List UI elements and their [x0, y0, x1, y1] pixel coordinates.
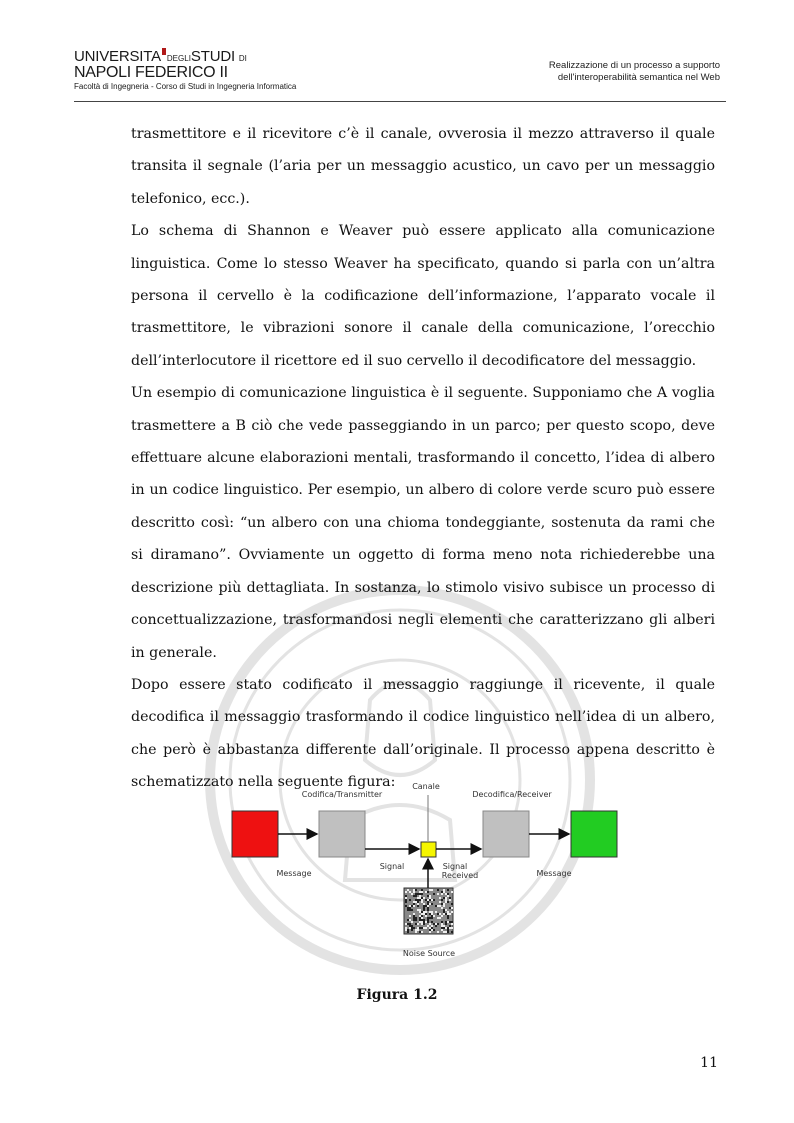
noise-pixel: [451, 923, 453, 925]
noise-pixel: [415, 923, 417, 925]
body-text: [131, 118, 715, 799]
noise-pixel: [427, 895, 429, 897]
noise-pixel: [419, 931, 421, 933]
noise-pixel: [437, 913, 439, 915]
noise-pixel: [421, 915, 423, 917]
noise-pixel: [409, 927, 411, 929]
noise-pixel: [447, 917, 449, 919]
noise-pixel: [409, 905, 411, 907]
noise-pixel: [407, 909, 409, 911]
communication-diagram: [224, 775, 634, 967]
noise-pixel: [423, 913, 425, 915]
noise-pixel: [405, 897, 407, 899]
noise-pixel: [427, 919, 429, 921]
noise-pixel: [417, 901, 419, 903]
header-rule: [74, 101, 726, 102]
noise-pixel: [423, 909, 425, 911]
noise-pixel: [419, 895, 421, 897]
noise-pixel: [447, 889, 449, 891]
noise-pixel: [447, 895, 449, 897]
noise-pixel: [427, 905, 429, 907]
noise-pixel: [411, 921, 413, 923]
noise-pixel: [445, 897, 447, 899]
noise-pixel: [451, 931, 453, 933]
label-signal-received-1: Signal: [442, 862, 468, 871]
noise-pixel: [435, 925, 437, 927]
label-codifica: Codifica/Transmitter: [301, 790, 383, 799]
noise-pixel: [431, 921, 433, 923]
noise-pixel: [447, 893, 449, 895]
noise-pixel: [449, 907, 451, 909]
noise-pixel: [427, 925, 429, 927]
noise-pixel: [431, 889, 433, 891]
noise-pixel: [421, 927, 423, 929]
noise-pixel: [411, 929, 413, 931]
noise-pixel: [431, 903, 433, 905]
noise-pixel: [419, 919, 421, 921]
noise-pixel: [415, 917, 417, 919]
noise-pixel: [405, 901, 407, 903]
noise-pixel: [433, 899, 435, 901]
noise-pixel: [427, 917, 429, 919]
noise-pixel: [437, 917, 439, 919]
noise-pixel: [443, 891, 445, 893]
noise-pixel: [409, 919, 411, 921]
noise-pixel: [443, 903, 445, 905]
paragraph: Un esempio di comunicazione linguistica è il seguente. Supponiamo che A voglia trasmettere a B ciò che vede passeggiando in un parco; per questo scopo, deve effettuare alcune elaborazioni mentali, trasformando il concetto, l’idea di albero in un codice linguistico. Per esempio, un albero di colore verde scuro può essere descritto così: “un albero con una chioma tondeggiante, sostenuta da rami che si diramano”. Ovviamente un oggetto di forma meno nota richiederebbe una descrizione più dettagliata. In sostanza, lo stimolo visivo subisce un processo di concettualizzazione, trasformandosi negli elementi che caratterizzano gli alberi in generale.: [131, 385, 715, 661]
noise-pixel: [447, 921, 449, 923]
noise-pixel: [441, 915, 443, 917]
noise-pixel: [415, 893, 417, 895]
logo-accent-mark: [162, 48, 166, 55]
noise-pixel: [407, 929, 409, 931]
noise-pixel: [409, 891, 411, 893]
noise-pixel: [429, 897, 431, 899]
noise-pixel: [433, 893, 435, 895]
noise-pixel: [451, 907, 453, 909]
page-header: [74, 46, 724, 102]
noise-pixel: [445, 921, 447, 923]
noise-pixel: [439, 913, 441, 915]
noise-pixel: [423, 911, 425, 913]
noise-pixel: [421, 919, 423, 921]
noise-pixel: [415, 895, 417, 897]
noise-pixel: [441, 893, 443, 895]
noise-pixel: [443, 925, 445, 927]
noise-pixel: [405, 923, 407, 925]
noise-pixel: [441, 907, 443, 909]
noise-pixel: [417, 897, 419, 899]
noise-pixel: [427, 901, 429, 903]
noise-pixel: [407, 931, 409, 933]
noise-pixel: [419, 915, 421, 917]
noise-pixel: [425, 899, 427, 901]
noise-pixel: [425, 927, 427, 929]
noise-pixel: [429, 929, 431, 931]
noise-pixel: [419, 917, 421, 919]
noise-pixel: [409, 923, 411, 925]
noise-pixel: [443, 913, 445, 915]
noise-pixel: [451, 911, 453, 913]
noise-pixel: [435, 923, 437, 925]
noise-pixel: [431, 929, 433, 931]
noise-pixel: [413, 905, 415, 907]
noise-pixel: [451, 891, 453, 893]
noise-pixel: [445, 893, 447, 895]
noise-pixel: [419, 891, 421, 893]
running-head-line-1: Realizzazione di un processo a supporto: [548, 60, 720, 71]
label-message-out: Message: [536, 869, 572, 878]
noise-pixel: [431, 899, 433, 901]
noise-pixel: [415, 919, 417, 921]
noise-pixel: [411, 905, 413, 907]
paragraph: Dopo essere stato codificato il messaggio raggiunge il ricevente, il quale decodifica il messaggio trasformando il codice linguistico nell’idea di un albero, che però è abbastanza differente dall’originale. Il processo appena descritto è schematizzato nella seguente figura:: [131, 676, 715, 791]
noise-pixel: [419, 909, 421, 911]
noise-pixel: [421, 891, 423, 893]
noise-pixel: [409, 925, 411, 927]
noise-pixel: [415, 931, 417, 933]
noise-pixel: [449, 925, 451, 927]
noise-pixel: [411, 909, 413, 911]
noise-pixel: [419, 927, 421, 929]
noise-pixel: [405, 895, 407, 897]
noise-pixel: [427, 899, 429, 901]
noise-pixel: [413, 917, 415, 919]
noise-pixel: [409, 907, 411, 909]
noise-pixel: [437, 923, 439, 925]
noise-pixel: [441, 927, 443, 929]
noise-pixel: [439, 905, 441, 907]
noise-pixel: [427, 909, 429, 911]
label-message-in: Message: [276, 869, 312, 878]
channel-box: [421, 842, 436, 857]
label-canale: Canale: [412, 782, 440, 791]
noise-pixel: [439, 917, 441, 919]
noise-pixel: [405, 899, 407, 901]
noise-pixel: [415, 899, 417, 901]
noise-pixel: [429, 917, 431, 919]
noise-pixel: [431, 911, 433, 913]
paragraph: trasmettitore e il ricevitore c’è il canale, ovverosia il mezzo attraverso il quale transita il segnale (l’aria per un messaggio acustico, un cavo per un messaggio telefonico, ecc.).: [131, 126, 715, 207]
destination-box: [571, 811, 617, 857]
receiver-box: [483, 811, 529, 857]
noise-pixel: [417, 923, 419, 925]
noise-pixel: [447, 901, 449, 903]
noise-pixel: [451, 927, 453, 929]
noise-pixel: [429, 913, 431, 915]
noise-pixel: [417, 929, 419, 931]
noise-pixel: [413, 889, 415, 891]
noise-pixel: [439, 901, 441, 903]
label-signal-received-2: Received: [441, 871, 479, 880]
noise-pixel: [415, 889, 417, 891]
noise-pixel: [421, 913, 423, 915]
noise-pixel: [405, 891, 407, 893]
noise-pixel: [417, 909, 419, 911]
noise-pixel: [431, 927, 433, 929]
noise-pixel: [427, 907, 429, 909]
noise-pixel: [443, 927, 445, 929]
noise-pixel: [411, 927, 413, 929]
noise-pixel: [425, 915, 427, 917]
noise-pixel: [421, 901, 423, 903]
noise-pixel: [433, 915, 435, 917]
noise-pixel: [417, 905, 419, 907]
noise-pixel: [409, 909, 411, 911]
noise-pixel: [437, 905, 439, 907]
noise-pixel: [427, 921, 429, 923]
noise-pixel: [437, 893, 439, 895]
noise-pixel: [445, 899, 447, 901]
noise-pixel: [433, 929, 435, 931]
noise-pixel: [409, 915, 411, 917]
noise-pixel: [443, 911, 445, 913]
noise-pixel: [429, 931, 431, 933]
noise-pixel: [407, 889, 409, 891]
noise-pixel: [413, 915, 415, 917]
noise-pixel: [407, 919, 409, 921]
noise-pixel: [437, 931, 439, 933]
noise-pixel: [429, 923, 431, 925]
noise-pixel: [423, 903, 425, 905]
noise-pixel: [441, 929, 443, 931]
logo-line-1: UNIVERSITA DEGLISTUDI DI: [74, 48, 247, 65]
noise-pixel: [435, 911, 437, 913]
noise-source-box: [404, 888, 453, 934]
noise-pixel: [443, 897, 445, 899]
noise-pixel: [447, 915, 449, 917]
noise-pixel: [443, 909, 445, 911]
noise-pixel: [449, 897, 451, 899]
university-logo: [74, 46, 374, 96]
noise-pixel: [441, 921, 443, 923]
transmitter-box: [319, 811, 365, 857]
noise-pixel: [449, 927, 451, 929]
noise-pixel: [413, 891, 415, 893]
noise-pixel: [429, 927, 431, 929]
noise-pixel: [417, 899, 419, 901]
noise-pixel: [417, 927, 419, 929]
noise-pixel: [449, 899, 451, 901]
noise-pixel: [413, 919, 415, 921]
noise-pixel: [447, 913, 449, 915]
noise-pixel: [425, 911, 427, 913]
figure-caption: Figura 1.2: [356, 987, 438, 1003]
noise-pixel: [421, 889, 423, 891]
noise-pixel: [431, 917, 433, 919]
noise-pixel: [441, 899, 443, 901]
information-source-box: [232, 811, 278, 857]
noise-pixel: [429, 889, 431, 891]
noise-pixel: [419, 921, 421, 923]
noise-pixel: [429, 903, 431, 905]
noise-pixel: [431, 925, 433, 927]
noise-pixel: [431, 913, 433, 915]
noise-pixel: [419, 911, 421, 913]
noise-pixel: [425, 891, 427, 893]
noise-pixel: [421, 899, 423, 901]
running-head-line-2: dell'interoperabilità semantica nel Web: [557, 72, 720, 83]
noise-pixel: [415, 929, 417, 931]
noise-pixel: [405, 905, 407, 907]
noise-pixel: [447, 927, 449, 929]
noise-pixel: [445, 901, 447, 903]
noise-pixel: [413, 903, 415, 905]
noise-pixel: [413, 895, 415, 897]
diagram-svg: [224, 775, 634, 967]
noise-pixel: [443, 905, 445, 907]
noise-pixel: [421, 911, 423, 913]
noise-pixel: [425, 913, 427, 915]
noise-pixel: [423, 921, 425, 923]
running-head: [549, 60, 720, 84]
noise-pixel: [437, 889, 439, 891]
noise-pixel: [449, 913, 451, 915]
page-number: 11: [700, 1055, 718, 1071]
noise-pixel: [423, 897, 425, 899]
noise-pixel: [429, 899, 431, 901]
noise-pixel: [443, 889, 445, 891]
noise-pixel: [421, 931, 423, 933]
noise-pixel: [451, 921, 453, 923]
noise-pixel: [423, 919, 425, 921]
paragraph: Lo schema di Shannon e Weaver può essere applicato alla comunicazione linguistica. Come lo stesso Weaver ha specificato, quando si parla con un’altra persona il cervello è la codificazione dell’informazione, l’apparato vocale il trasmettitore, le vibrazioni sonore il canale della comunicazione, l’orecchio dell’interlocutore il ricettore ed il suo cervello il decodificatore del messaggio.: [131, 223, 715, 369]
noise-pixel: [407, 923, 409, 925]
noise-pixel: [423, 927, 425, 929]
noise-pixel: [415, 901, 417, 903]
noise-pixel: [419, 893, 421, 895]
noise-pixel: [439, 897, 441, 899]
noise-pixel: [405, 929, 407, 931]
noise-pixel: [427, 903, 429, 905]
label-decodifica: Decodifica/Receiver: [472, 790, 552, 799]
noise-pixel: [449, 921, 451, 923]
noise-pixel: [413, 913, 415, 915]
noise-pixel: [431, 915, 433, 917]
noise-pixel: [419, 897, 421, 899]
noise-pixel: [411, 893, 413, 895]
noise-pixel: [445, 913, 447, 915]
noise-pixel: [407, 907, 409, 909]
noise-pixel: [411, 925, 413, 927]
noise-pixel: [409, 899, 411, 901]
noise-pixel: [443, 931, 445, 933]
noise-pixel: [421, 923, 423, 925]
noise-pixel: [445, 931, 447, 933]
noise-pixel: [447, 931, 449, 933]
noise-pixel: [425, 921, 427, 923]
noise-pixel: [405, 927, 407, 929]
noise-pixel: [425, 905, 427, 907]
noise-pixel: [421, 893, 423, 895]
label-noise-source: Noise Source: [402, 949, 456, 958]
noise-pixel: [413, 927, 415, 929]
noise-pixel: [429, 895, 431, 897]
noise-pixel: [429, 911, 431, 913]
noise-pixel: [413, 901, 415, 903]
noise-pixel: [445, 927, 447, 929]
noise-pixel: [423, 923, 425, 925]
noise-pixel: [419, 899, 421, 901]
noise-pixel: [423, 907, 425, 909]
noise-pixel: [441, 925, 443, 927]
noise-pixel: [423, 905, 425, 907]
noise-pixel: [433, 923, 435, 925]
noise-pixel: [435, 905, 437, 907]
noise-pixel: [441, 891, 443, 893]
noise-pixel: [445, 909, 447, 911]
noise-pixel: [421, 897, 423, 899]
noise-pixel: [447, 911, 449, 913]
noise-pixel: [427, 891, 429, 893]
noise-pixel: [417, 893, 419, 895]
noise-pixel: [441, 903, 443, 905]
noise-pixel: [421, 917, 423, 919]
noise-pixel: [445, 923, 447, 925]
noise-pixel: [441, 923, 443, 925]
noise-pixel: [451, 903, 453, 905]
logo-line-2: NAPOLI FEDERICO II: [74, 64, 228, 81]
label-signal: Signal: [379, 862, 405, 871]
noise-pixel: [417, 903, 419, 905]
noise-pixel: [447, 929, 449, 931]
noise-pixel: [421, 921, 423, 923]
faculty-name: Facoltà di Ingegneria - Corso di Studi in Ingegneria Informatica: [74, 82, 297, 91]
